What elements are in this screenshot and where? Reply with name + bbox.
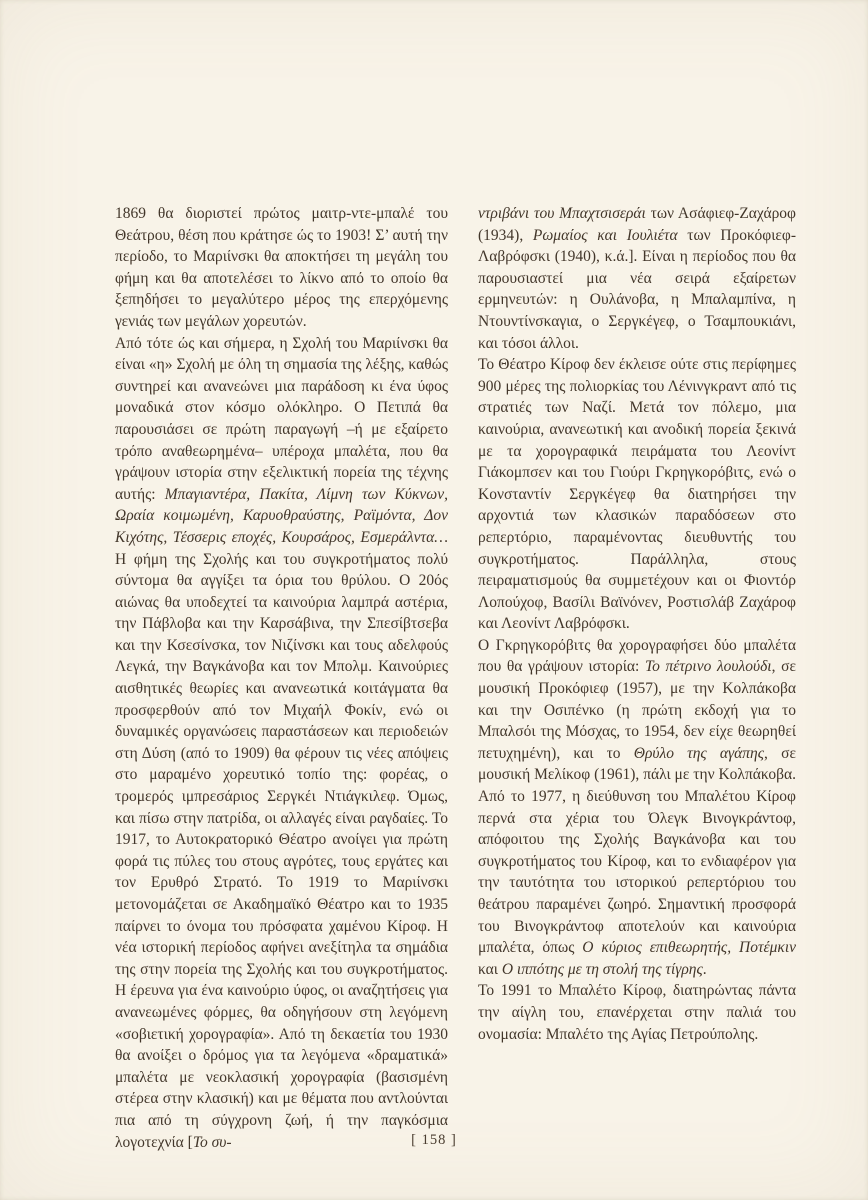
- text-segment: Από τότε ώς και σήμερα, η Σχολή του Μαριίνσκι θα είναι «η» Σχολή με όλη τη σημασία της λέξης, καθώς συντηρεί και ανανεώνει μια παράδοση κι ένα ύφος μοναδικά στον κόσμο ολόκληρο. Ο Πετιπά θα παρουσιάσει σε πρώτη παραγωγή –ή με εξαίρετο τρόπο αναθεωρημένα– υπέροχα μπαλέτα, που θα γράψουν ιστορία στην εξελικτική πορεία της τέχνης αυτής:: [115, 334, 448, 503]
- italic-text-segment: Θρύλο της αγάπης: [633, 744, 765, 762]
- italic-text-segment: Ρωμαίος και Ιουλιέτα: [532, 226, 678, 244]
- text-segment: των Ασάφιεφ-Ζαχάροφ (1934),: [478, 205, 796, 244]
- italic-text-segment: Το πέτρινο λουλούδι: [644, 658, 772, 676]
- italic-text-segment: ντριβάνι του Μπαχτσισεράι: [478, 205, 646, 222]
- text-segment: Ο Γκρηγκορόβιτς θα χορογραφήσει δύο μπαλέτα που θα γράψουν ιστορία:: [478, 636, 796, 676]
- text-segment: Το Θέατρο Κίροφ δεν έκλεισε ούτε στις περίφημες 900 μέρες της πολιορκίας του Λένινγκραντ από τις στρατιές των Ναζί. Μετά τον πόλεμο, μια καινούρια, ανανεωτική και ανοδική πορεία ξεκινά με τα χορογραφικά πειράματα του Λεονίντ Γιάκομπσεν και του Γιούρι Γκρηγκορόβιτς, ενώ ο Κονσταντίν Σεργκέγεφ θα διατηρήσει την αρχοντιά των κλασικών παραδόσεων στο ρεπερτόριο, παραμένοντας διευθυντής του συγκροτήματος. Παράλληλα, στους πειραματισμούς θα συμμετέχουν και οι Φιοντόρ Λοπούχοφ, Βασίλι Βαϊνόνεν, Ροστισλάβ Ζαχάροφ και Λεονίντ Λαβρόφσκι.: [478, 356, 796, 633]
- page-number: [ 158 ]: [411, 1132, 457, 1148]
- text-segment: Το 1991 το Μπαλέτο Κίροφ, διατηρώντας πάντα την αίγλη του, επανέρχεται στην παλιά του ονομασία: Μπαλέτο της Αγίας Πετρούπολης.: [478, 982, 796, 1043]
- text-segment: , σε μουσική Προκόφιεφ (1957), με την Κολπάκοβα και την Οσιπένκο (η πρώτη εκδοχή για το Μπαλσόι της Μόσχας, το 1954, δεν είχε θεωρηθεί πετυχημένη), και το: [478, 658, 796, 762]
- italic-text-segment: Ο κύριος επιθεωρητής, Ποτέμκιν: [582, 939, 797, 957]
- paragraph: [478, 203, 796, 354]
- text-segment: , σε μουσική Μελίκοφ (1961), πάλι με την Κολπάκοβα. Από το 1977, η διεύθυνση του Μπαλέτου Κίροφ περνά στα χέρια του Όλεγκ Βινογκράντοφ, απόφοιτου της Σχολής Βαγκάνοβα και του συγκροτήματος του Κίροφ, και το ενδιαφέρον για την ταυτότητα του ιστορικού ρεπερτόριου του θεάτρου παραμένει ζωηρό. Σημαντική προσφορά του Βινογκράντοφ αποτελούν και καινούρια μπαλέτα, όπως: [478, 744, 796, 957]
- left-text-column: [115, 203, 448, 1153]
- right-text-column: [478, 203, 796, 1153]
- paragraph: [478, 980, 796, 1045]
- paragraph: [478, 354, 796, 635]
- paragraph: [115, 333, 448, 1154]
- text-segment: των Προκόφιεφ-Λαβρόφσκι (1940), κ.ά.]. Είναι η περίοδος που θα παρουσιαστεί μια νέα σειρά εξαίρετων ερμηνευτών: η Ουλάνοβα, η Μπαλαμπίνα, η Ντουντίνσκαγια, ο Σεργκέγεφ, ο Τσαμπουκιάνι, και τόσοι άλλοι.: [478, 226, 796, 352]
- text-segment: 1869 θα διοριστεί πρώτος μαιτρ-ντε-μπαλέ του Θεάτρου, θέση που κράτησε ώς το 1903! Σ’ αυτή την περίοδο, το Μαριίνσκι θα αποκτήσει τη μεγάλη του φήμη και θα αποτελέσει το λίκνο από το οποίο θα ξεπηδήσει το μεγαλύτερο μέρος της επερχόμενης γενιάς των μεγάλων χορευτών.: [115, 205, 448, 330]
- paragraph: [478, 635, 796, 981]
- text-block: [115, 203, 796, 1153]
- paragraph: [115, 203, 448, 333]
- text-segment: Η φήμη της Σχολής και του συγκροτήματος πολύ σύντομα θα αγγίξει τα όρια του θρύλου. Ο 20ός αιώνας θα υποδεχτεί τα καινούρια λαμπρά αστέρια, την Πάβλοβα και την Καρσάβινα, την Σπεσίβτσεβα και την Κσεσίνσκα, τον Νιζίνσκι και τους αδελφούς Λεγκά, την Βαγκάνοβα και τον Μπολμ. Καινούριες αισθητικές θεωρίες και ανανεωτικά κοιτάγματα θα προσφερθούν από τον Μιχαήλ Φοκίν, ενώ οι δυναμικές οργανώσεις παραστάσεων και περιοδειών στη Δύση (από το 1909) θα φέρουν τις νέες απόψεις στο μαραμένο χορευτικό τοπίο της: φορέας, ο τρομερός ιμπρεσάριος Σεργκέι Ντιάγκιλεφ. Όμως, και πίσω στην πατρίδα, οι αλλαγές είναι ραγδαίες. Το 1917, το Αυτοκρατορικό Θέατρο ανοίγει για πρώτη φορά τις πύλες του στους αγρότες, τους εργάτες και τον Ερυθρό Στρατό. Το 1919 το Μαριίνσκι μετονομάζεται σε Ακαδημαϊκό Θέατρο και το 1935 παίρνει το όνομα του πρόσφατα χαμένου Κίροφ. Η νέα ιστορική περίοδος αφήνει ανεξίτηλα τα σημάδια της στην πορεία της Σχολής και του συγκροτήματος. Η έρευνα για ένα καινούριο ύφος, οι αναζητήσεις για ανανεωμένες φόρμες, θα οδηγήσουν στη λεγόμενη «σοβιετική χορογραφία». Από τη δεκαετία του 1930 θα ανοίξει ο δρόμος για τα λεγόμενα «δραματικά» μπαλέτα με νεοκλασική χορογραφία (βασισμένη στέρεα στην κλασική) και με θέματα που αντλούνται πια από τη σύγχρονη ζωή, ή την παγκόσμια λογοτεχνία [: [115, 550, 448, 1151]
- italic-text-segment: Ο ιππότης με τη στολή της τίγρης: [501, 960, 703, 978]
- italic-text-segment: Το συ-: [192, 1133, 232, 1151]
- text-segment: .: [702, 960, 707, 978]
- text-segment: και: [478, 960, 502, 978]
- italic-text-segment: Μπαγιαντέρα, Πακίτα, Λίμνη των Κύκνων, Ωραία κοιμωμένη, Καρυοθραύστης, Ραϊμόντα, Δον Κιχότης, Τέσσερις εποχές, Κουρσάρος, Εσμεράλντα…: [115, 485, 448, 546]
